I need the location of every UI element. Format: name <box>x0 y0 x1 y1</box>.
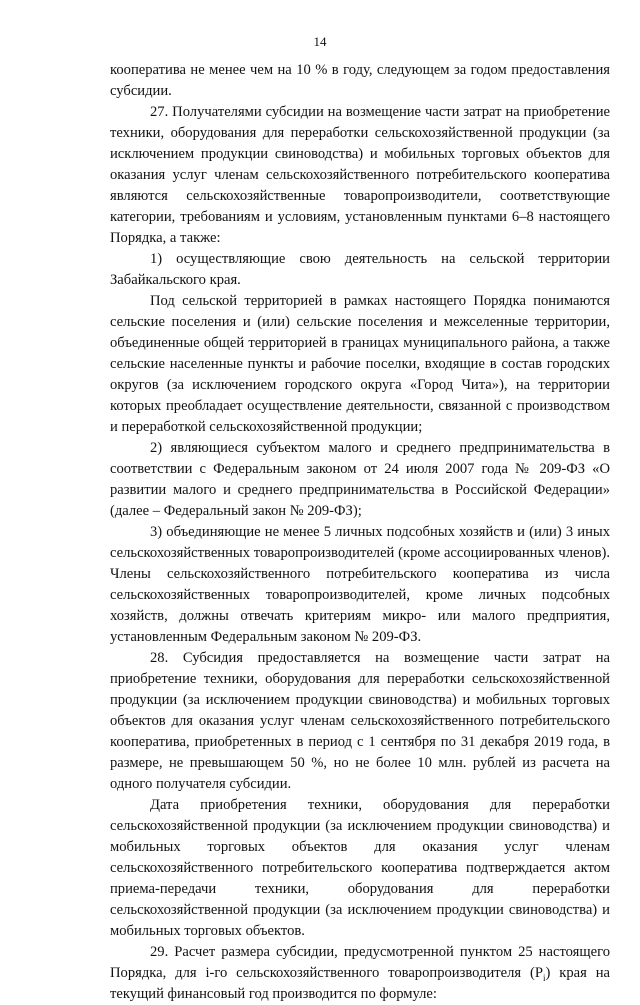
paragraph-rural-territory-definition: Под сельской территорией в рамках настоящего Порядка понимаются сельские поселения и (или) сельские поселения и межселенные территории, объединенные общей территорией в границах муниципального района, а также сельские населенные пункты и рабочие поселки, входящие в состав городских округов (за исключением городского округа «Город Чита»), на территории которых преобладает осуществление деятельности, связанной с производством и переработкой сельскохозяйственной продукции; <box>110 293 610 435</box>
paragraph-27-item-2: 2) являющиеся субъектом малого и среднего предпринимательства в соответствии с Федеральным законом от 24 июля 2007 года № 209-ФЗ «О развитии малого и среднего предпринимательства в Российской Федерации» (далее – Федеральный закон № 209-ФЗ); <box>110 440 610 519</box>
paragraph-29-text-end: ) края на текущий финансовый год производится по формуле: <box>110 965 610 1002</box>
paragraph-29-text-start: 29. Расчет размера субсидии, предусмотренной пунктом 25 настоящего Порядка, для i-го сельскохозяйственного товаропроизводителя (P <box>110 944 610 981</box>
paragraph-27-item-1: 1) осуществляющие свою деятельность на сельской территории Забайкальского края. <box>110 251 610 288</box>
paragraph-continuation: кооператива не менее чем на 10 % в году, следующем за годом предоставления субсидии. <box>110 62 610 99</box>
page-number: 14 <box>313 34 327 49</box>
paragraph-27-item-3: 3) объединяющие не менее 5 личных подсобных хозяйств и (или) 3 иных сельскохозяйственных товаропроизводителей (кроме ассоциированных членов). Члены сельскохозяйственного потребительского кооператива из числа сельскохозяйственных товаропроизводителей, кроме личных подсобных хозяйств, должны отвечать критериям микро- или малого предприятия, установленным Федеральным законом № 209-ФЗ. <box>110 524 610 645</box>
paragraph-28: 28. Субсидия предоставляется на возмещение части затрат на приобретение техники, оборудования для переработки сельскохозяйственной продукции (за исключением продукции свиноводства) и мобильных торговых объектов для оказания услуг членам сельскохозяйственного потребительского кооператива, приобретенных в период с 1 сентября по 31 декабря 2019 года, в размере, не превышающем 50 %, но не более 10 млн. рублей из расчета на одного получателя субсидии. <box>110 650 610 792</box>
document-body <box>110 60 610 1005</box>
paragraph-27: 27. Получателями субсидии на возмещение части затрат на приобретение техники, оборудования для переработки сельскохозяйственной продукции (за исключением продукции свиноводства) и мобильных торговых объектов для оказания услуг членам сельскохозяйственного потребительского кооператива являются сельскохозяйственные товаропроизводители, соответствующие категории, требованиям и условиям, установленным пунктами 6–8 настоящего Порядка, а также: <box>110 104 610 246</box>
paragraph-28-acquisition-date: Дата приобретения техники, оборудования для переработки сельскохозяйственной продукции (за исключением продукции свиноводства) и мобильных торговых объектов для оказания услуг членам сельскохозяйственного потребительского кооператива подтверждается актом приема-передачи техники, оборудования для переработки сельскохозяйственной продукции (за исключением продукции свиноводства) и мобильных торговых объектов. <box>110 797 610 939</box>
paragraph-29-subscript: i <box>543 972 546 983</box>
paragraph-29 <box>110 942 610 1005</box>
